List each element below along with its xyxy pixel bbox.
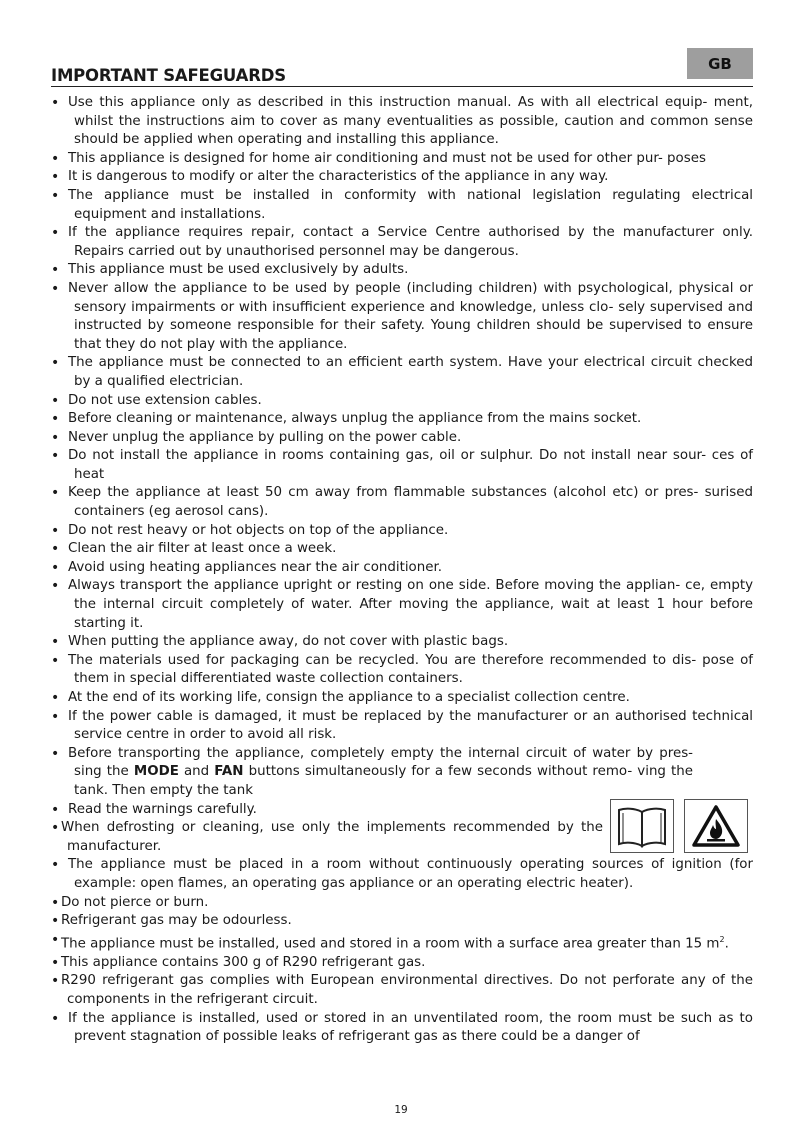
- fan-keyword: FAN: [214, 764, 244, 780]
- list-item: • Refrigerant gas may be odourless.: [51, 912, 753, 931]
- transport-text-and: and: [183, 764, 210, 780]
- title-divider: [51, 86, 753, 87]
- list-item: • This appliance is designed for home air conditioning and must not be used for other pur- poses: [51, 150, 753, 169]
- list-item: • Do not install the appliance in rooms containing gas, oil or sulphur. Do not install near sour- ces of heat: [51, 447, 753, 484]
- list-item: • When putting the appliance away, do not cover with plastic bags.: [51, 633, 753, 652]
- transport-text-after: buttons simultaneously for a few seconds without remo- ving the tank. Then empty the tank: [74, 764, 694, 798]
- area-text: The appliance must be installed, used and stored in a room with a surface area greater than 15 m: [61, 936, 720, 952]
- list-item: • The materials used for packaging can be recycled. You are therefore recommended to dis- pose of them in special differentiated waste collection containers.: [51, 652, 753, 689]
- list-item: • Avoid using heating appliances near the air conditioner.: [51, 559, 753, 578]
- list-item: • Keep the appliance at least 50 cm away from flammable substances (alcohol etc) or pres- surised containers (eg aerosol cans).: [51, 484, 753, 521]
- list-item-transport: [51, 745, 753, 801]
- list-item: • This appliance must be used exclusively by adults.: [51, 261, 753, 280]
- area-end: .: [724, 936, 729, 952]
- list-item: • Before cleaning or maintenance, always unplug the appliance from the mains socket.: [51, 410, 753, 429]
- mode-keyword: MODE: [133, 764, 179, 780]
- list-item: • Use this appliance only as described in this instruction manual. As with all electrical equip- ment, whilst the instructions aim to cover as many eventualities as possible, caution and common sense should be applied when operating and installing this appliance.: [51, 94, 753, 150]
- list-item: • Clean the air filter at least once a week.: [51, 540, 753, 559]
- list-item: • When defrosting or cleaning, use only the implements recommended by the manufacturer.: [51, 819, 753, 856]
- list-item: • At the end of its working life, consign the appliance to a specialist collection centre.: [51, 689, 753, 708]
- list-item: • Do not use extension cables.: [51, 392, 753, 411]
- list-item: • Do not rest heavy or hot objects on top of the appliance.: [51, 522, 753, 541]
- page-number: 19: [394, 1104, 408, 1116]
- list-item: • The appliance must be connected to an efficient earth system. Have your electrical circuit checked by a qualified electrician.: [51, 354, 753, 391]
- list-item-area: [51, 931, 753, 954]
- manual-book-icon: [610, 799, 674, 853]
- list-item: • Always transport the appliance upright or resting on one side. Before moving the applian- ce, empty the internal circuit completely of water. After moving the appliance, wait at least 1 hour before starting it.: [51, 577, 753, 633]
- list-item: • The appliance must be installed in conformity with national legislation regulating electrical equipment and installations.: [51, 187, 753, 224]
- flammable-warning-icon: [684, 799, 748, 853]
- list-item: • This appliance contains 300 g of R290 refrigerant gas.: [51, 954, 753, 973]
- transport-text-before: Before transporting the appliance, completely empty the internal circuit of water by pres- sing the: [68, 745, 693, 780]
- list-item: • If the appliance is installed, used or stored in an unventilated room, the room must be such as to prevent stagnation of possible leaks of refrigerant gas as there could be a danger of: [51, 1010, 753, 1047]
- list-item: • If the power cable is damaged, it must be replaced by the manufacturer or an authorised technical service centre in order to avoid all risk.: [51, 708, 753, 745]
- list-item: • Do not pierce or burn.: [51, 894, 753, 913]
- list-item: • R290 refrigerant gas complies with European environmental directives. Do not perforate any of the components in the refrigerant circuit.: [51, 972, 753, 1009]
- warning-icons: [610, 799, 748, 853]
- area-superscript: 2: [719, 934, 725, 944]
- list-item: • If the appliance requires repair, contact a Service Centre authorised by the manufacturer only. Repairs carried out by unauthorised personnel may be dangerous.: [51, 224, 753, 261]
- list-item: • Never unplug the appliance by pulling on the power cable.: [51, 429, 753, 448]
- list-item: • Never allow the appliance to be used by people (including children) with psychological, physical or sensory impairments or with insufficient experience and knowledge, unless clo- sely supervised and instructed by someone responsible for their safety. Young children should be supervised to ensure that they do not play with the appliance.: [51, 280, 753, 354]
- language-tab: GB: [687, 48, 753, 79]
- list-item: • Read the warnings carefully.: [51, 801, 753, 820]
- list-item: • The appliance must be placed in a room without continuously operating sources of ignition (for example: open flames, an operating gas appliance or an operating electric heater).: [51, 856, 753, 893]
- page-title: IMPORTANT SAFEGUARDS: [51, 66, 286, 85]
- list-item: • It is dangerous to modify or alter the characteristics of the appliance in any way.: [51, 168, 753, 187]
- safeguards-list: [51, 94, 753, 1047]
